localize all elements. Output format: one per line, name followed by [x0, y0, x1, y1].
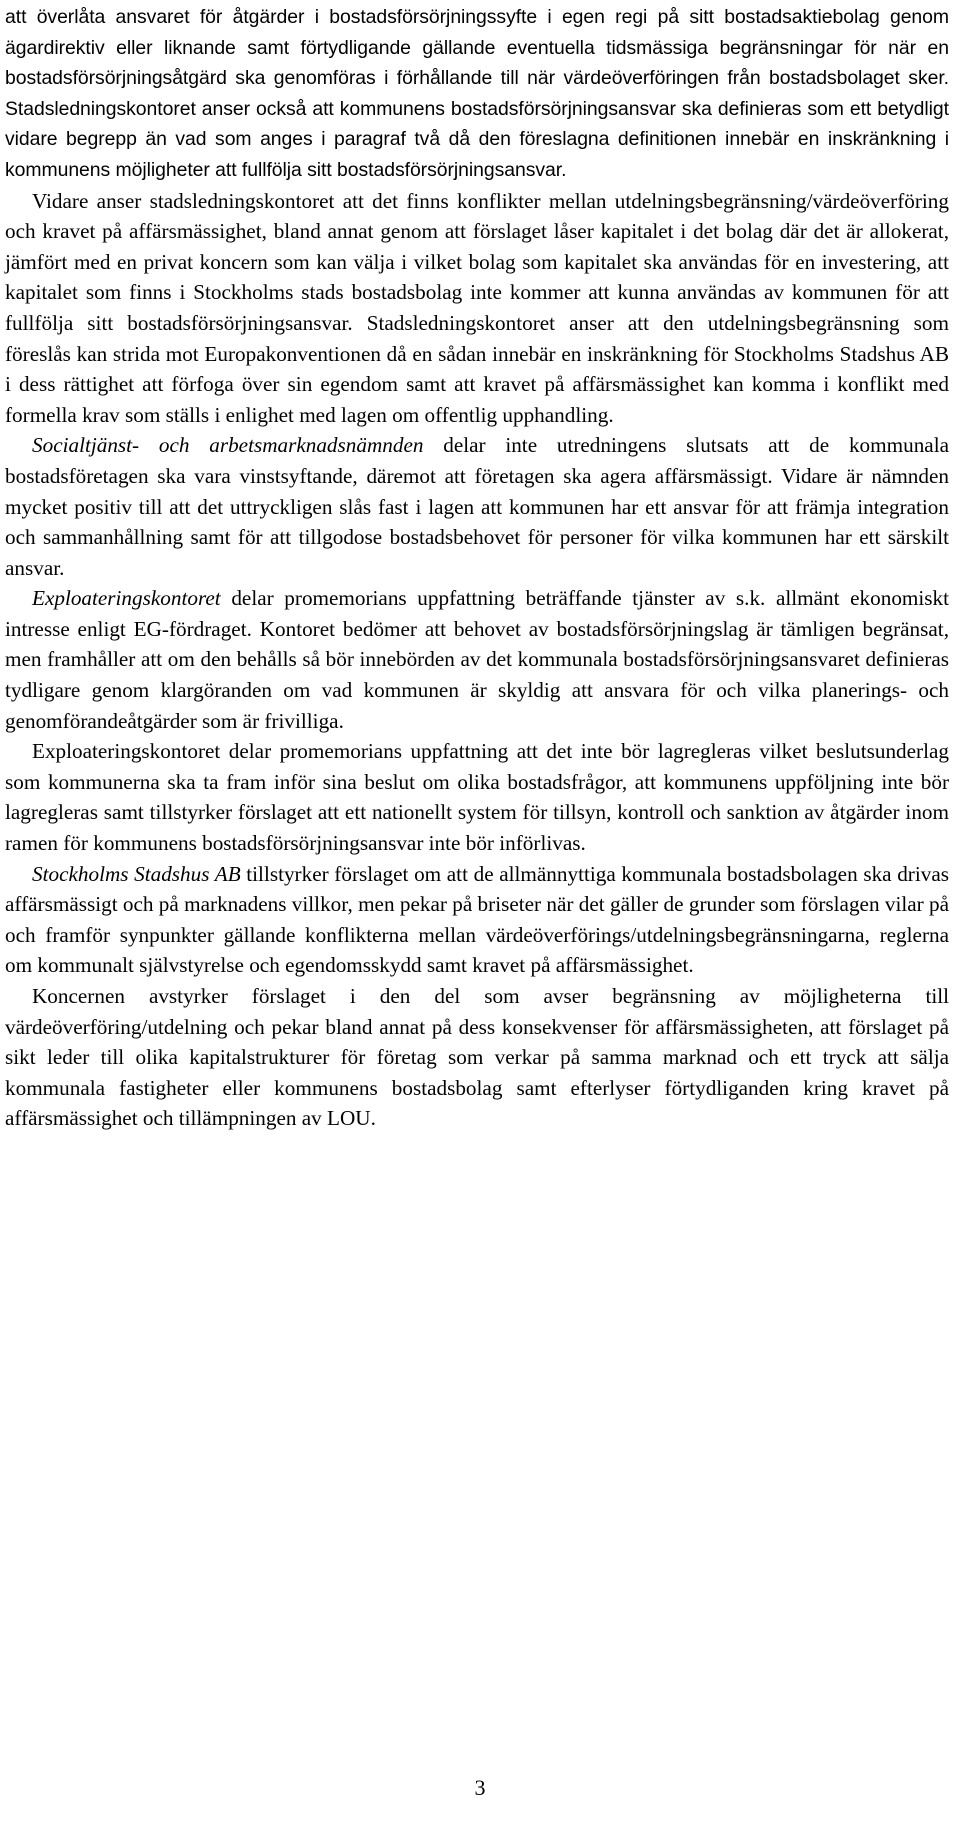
paragraph-body: tillstyrker förslaget om att de allmännyttiga kommunala bostadsbolagen ska drivas affärsmässigt och på marknadens villkor, men pekar på briseter när det gäller de grunder som förslagen vilar på och framför synpunkter gällande konflikterna mellan värdeöverförings/utdelningsbegränsningarna, reglerna om kommunalt självstyrelse och egendomsskydd samt kravet på affärsmässighet. — [5, 861, 949, 978]
body-lead-exploateringskontoret: Exploateringskontoret — [32, 586, 221, 611]
paragraph-koncernen: Koncernen avstyrker förslaget i den del som avser begränsning av möjligheterna till värdeöverföring/utdelning och pekar bland annat på dess konsekvenser för affärsmässigheten, att förslaget på sikt leder till olika kapitalstrukturer för företag som verkar på samma marknad och ett tryck att sälja kommunala fastigheter eller kommunens bostadsbolag samt efterlyser förtydliganden kring kravet på affärsmässighet och tillämpningen av LOU. — [5, 984, 949, 1131]
paragraph-body: delar promemorians uppfattning beträffande tjänster av s.k. allmänt ekonomiskt intresse enligt EG-fördraget. Kontoret bedömer att behovet av bostadsförsörjningslag är tämligen begränsat, men framhåller att om den behålls så bör innebörden av det kommunala bostadsförsörjningsansvaret definieras tydligare genom klargöranden om vad kommunen är skyldig att ansvara för och vilka planerings- och genomförandeåtgärder som är frivilliga. — [5, 586, 949, 733]
body-lead-socialtjanstnamnden: Socialtjänst- och arbetsmarknadsnämnden — [32, 433, 424, 458]
paragraph-body: delar inte utredningens slutsats att de kommunala bostadsföretagen ska vara vinstsyftande, däremot att företagen ska agera affärsmässigt. Vidare är nämnden mycket positiv till att det uttryckligen slås fast i lagen att kommunen har ett ansvar för att främja integration och sammanhållning samt för att tillgodose bostadsbehovet för personer för vilka kommunen har ett särskilt ansvar. — [5, 433, 949, 580]
paragraph-stadshus-ab — [5, 859, 949, 981]
body-text — [5, 2, 949, 1134]
opening-paragraph: att överlåta ansvaret för åtgärder i bostadsförsörjningssyfte i egen regi på sitt bostadsaktiebolag genom ägardirektiv eller liknande samt förtydligande gällande eventuella tidsmässiga begränsningar för när en bostadsförsörjningsåtgärd ska genomföras i förhållande till när värdeöverföringen från bostadsbolaget sker. Stadsledningskontoret anser också att kommunens bostadsförsörjningsansvar ska definieras som ett betydligt vidare begrepp än vad som anges i paragraf två då den föreslagna definitionen innebär en inskränkning i kommunens möjligheter att fullfölja sitt bostadsförsörjningsansvar. — [5, 6, 949, 181]
paragraph-exploateringskontoret-2: Exploateringskontoret delar promemorians uppfattning att det inte bör lagregleras vilket beslutsunderlag som kommunerna ska ta fram inför sina beslut om olika bostadsfrågor, att kommunens uppföljning inte bör lagregleras samt tillstyrker förslaget att ett nationellt system för tillsyn, kontroll och sanktion av åtgärder inom ramen för kommunens bostadsförsörjningsansvar inte bör införlivas. — [5, 739, 949, 856]
paragraph-stadsledningskontoret: Vidare anser stadsledningskontoret att det finns konflikter mellan utdelningsbegränsning/värdeöverföring och kravet på affärsmässighet, bland annat genom att förslaget låser kapitalet i det bolag där det är allokerat, jämfört med en privat koncern som kan välja i vilket bolag som kapitalet ska användas för en investering, att kapitalet som finns i Stockholms stads bostadsbolag inte kommer att kunna användas av kommunen för att fullfölja sitt bostadsförsörjningsansvar. Stadsledningskontoret anser att den utdelningsbegränsning som föreslås kan strida mot Europakonventionen då en sådan innebär en inskränkning för Stockholms Stadshus AB i dess rättighet att förfoga över sin egendom samt att kravet på affärsmässighet kan komma i konflikt med formella krav som ställs i enlighet med lagen om offentlig upphandling. — [5, 188, 949, 427]
body-lead-stadshus-ab: Stockholms Stadshus AB — [32, 861, 241, 886]
paragraph-socialtjanstnamnden — [5, 430, 949, 583]
paragraph-exploateringskontoret — [5, 583, 949, 736]
page-number: 3 — [474, 1775, 486, 1800]
